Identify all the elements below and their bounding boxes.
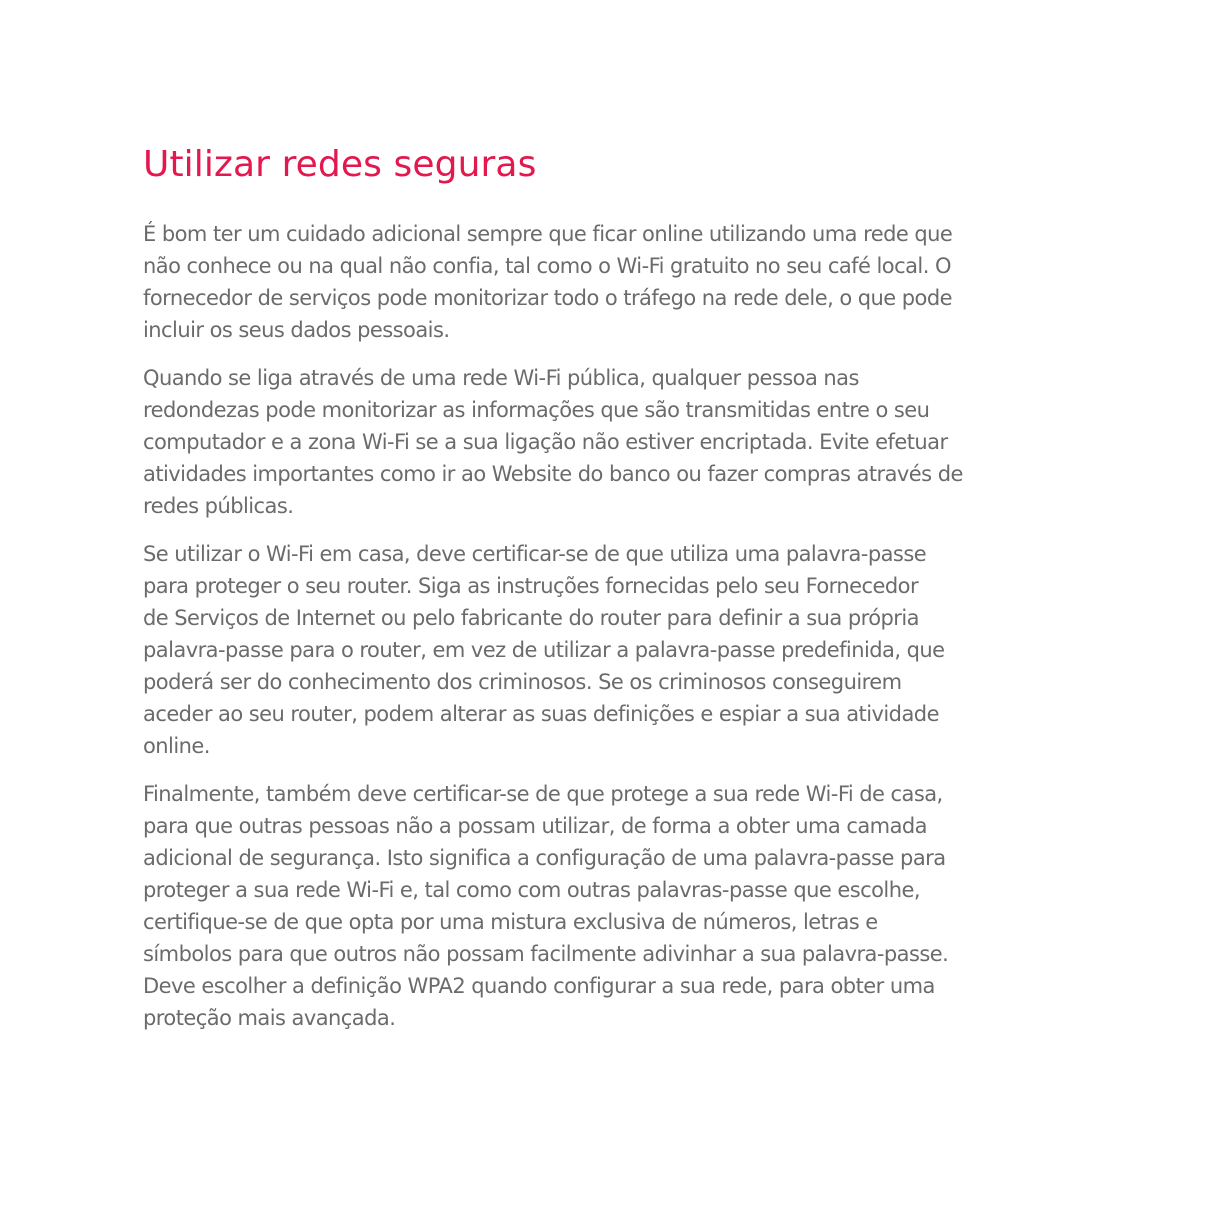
- paragraph-home-router: Se utilizar o Wi-Fi em casa, deve certificar-se de que utiliza uma palavra-passe para proteger o seu router. Siga as instruções fornecidas pelo seu Fornecedor de Serviços de Internet ou pelo fabricante do router para definir a sua própria palavra-passe para o router, em vez de utilizar a palavra-passe predefinida, que poderá ser do conhecimento dos criminosos. Se os criminosos conseguirem aceder ao seu router, podem alterar as suas definições e espiar a sua atividade online.: [143, 542, 945, 758]
- paragraph-home-network: Finalmente, também deve certificar-se de que protege a sua rede Wi-Fi de casa, para que outras pessoas não a possam utilizar, de forma a obter uma camada adicional de segurança. Isto significa a configuração de uma palavra-passe para proteger a sua rede Wi-Fi e, tal como com outras palavras-passe que escolhe, certifique-se de que opta por uma mistura exclusiva de números, letras e símbolos para que outros não possam facilmente adivinhar a sua palavra-passe. Deve escolher a definição WPA2 quando configurar a sua rede, para obter uma proteção mais avançada.: [143, 782, 949, 1030]
- paragraph-public-wifi: Quando se liga através de uma rede Wi-Fi pública, qualquer pessoa nas redondezas pode monitorizar as informações que são transmitidas entre o seu computador e a zona Wi-Fi se a sua ligação não estiver encriptada. Evite efetuar atividades importantes como ir ao Website do banco ou fazer compras através de redes públicas.: [143, 366, 963, 518]
- paragraph-intro: É bom ter um cuidado adicional sempre que ficar online utilizando uma rede que não conhece ou na qual não confia, tal como o Wi-Fi gratuito no seu café local. O fornecedor de serviços pode monitorizar todo o tráfego na rede dele, o que pode incluir os seus dados pessoais.: [143, 222, 953, 342]
- document-content: [143, 140, 1053, 1050]
- page-title: Utilizar redes seguras: [143, 144, 537, 185]
